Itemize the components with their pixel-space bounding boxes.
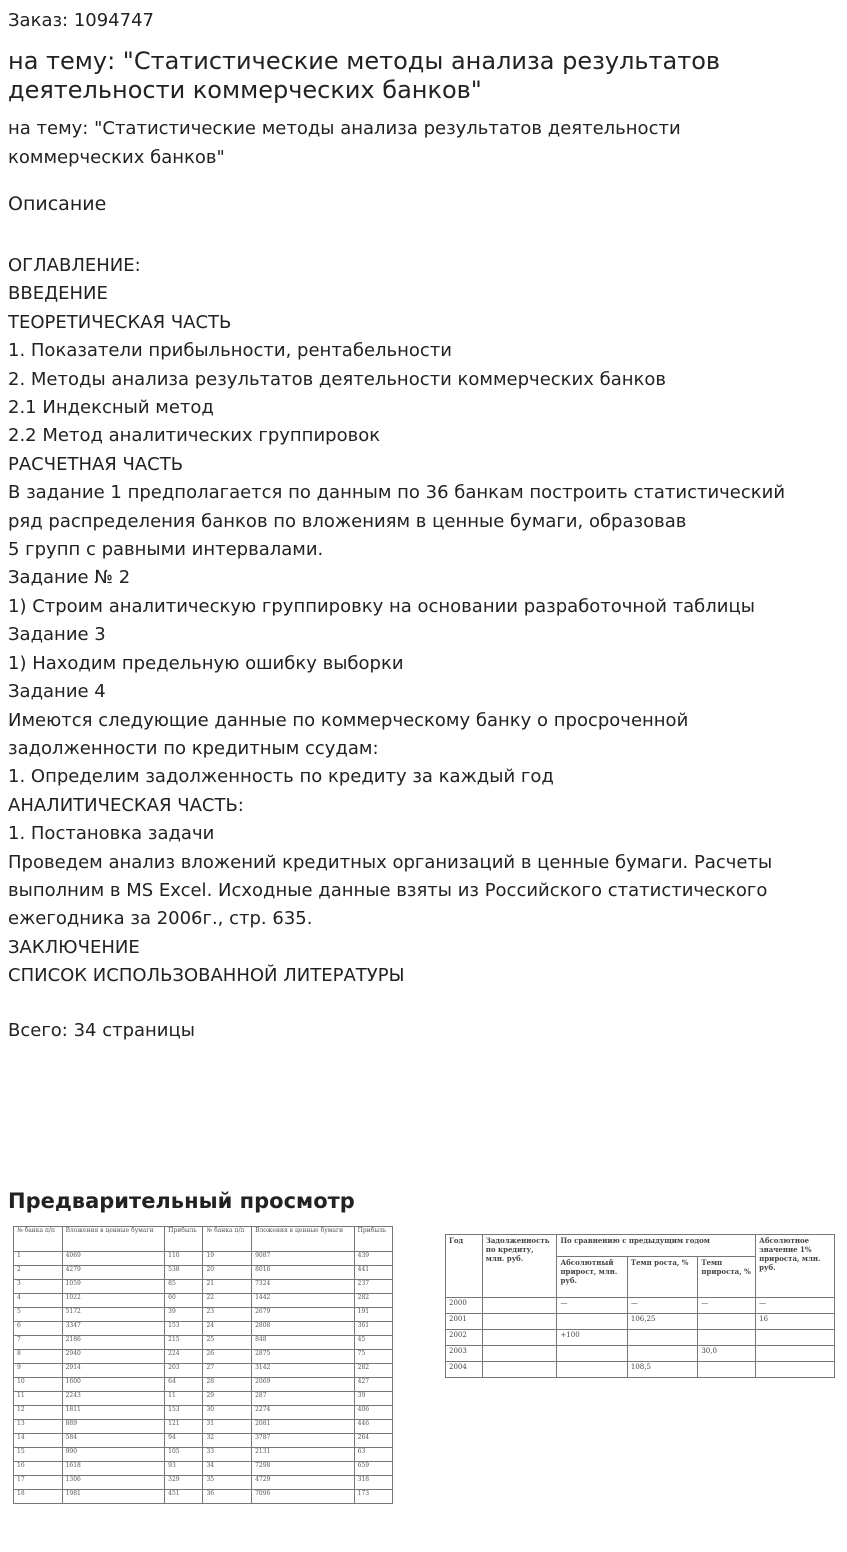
- table-cell: 22: [203, 1294, 252, 1308]
- table-cell: —: [557, 1298, 627, 1314]
- table-cell: 441: [354, 1266, 392, 1280]
- table-cell: 110: [165, 1252, 203, 1266]
- table-cell: 11: [14, 1392, 63, 1406]
- table-cell: 105: [165, 1448, 203, 1462]
- table-cell: 237: [354, 1280, 392, 1294]
- content-line: выполним в MS Excel. Исходные данные взяты из Российского статистического: [8, 879, 768, 901]
- table-cell: [482, 1330, 557, 1346]
- content-line: Задание № 2: [8, 567, 131, 589]
- table-cell: 1600: [62, 1378, 165, 1392]
- content-line: Имеются следующие данные по коммерческому банку о просроченной: [8, 709, 689, 731]
- table-cell: —: [756, 1298, 835, 1314]
- table-cell: 889: [62, 1420, 165, 1434]
- table-cell: 848: [252, 1336, 355, 1350]
- table-cell: 27: [203, 1364, 252, 1378]
- content-line: СПИСОК ИСПОЛЬЗОВАННОЙ ЛИТЕРАТУРЫ: [8, 965, 405, 987]
- table-cell: 33: [203, 1448, 252, 1462]
- table-cell: 35: [203, 1476, 252, 1490]
- table-cell: 63: [354, 1448, 392, 1462]
- table-row: [14, 1490, 393, 1504]
- table-cell: 25: [203, 1336, 252, 1350]
- header-cell: Прибыль: [354, 1227, 392, 1252]
- table-cell: 329: [165, 1476, 203, 1490]
- table-cell: 10: [14, 1378, 63, 1392]
- preview-table-debt: [445, 1234, 835, 1378]
- table-cell: 1: [14, 1252, 63, 1266]
- table-cell: 5: [14, 1308, 63, 1322]
- content-line: 2.2 Метод аналитических группировок: [8, 425, 381, 447]
- table-cell: 85: [165, 1280, 203, 1294]
- table-row: [14, 1364, 393, 1378]
- table-cell: [698, 1362, 756, 1378]
- table-cell: 2001: [446, 1314, 483, 1330]
- table-cell: 3: [14, 1280, 63, 1294]
- table-cell: 11: [165, 1392, 203, 1406]
- table-cell: [627, 1330, 697, 1346]
- table-cell: 60: [165, 1294, 203, 1308]
- table-cell: [557, 1314, 627, 1330]
- table-cell: 14: [14, 1434, 63, 1448]
- preview-heading: Предварительный просмотр: [8, 1189, 355, 1213]
- table-cell: [482, 1346, 557, 1362]
- table-cell: 446: [354, 1420, 392, 1434]
- content-line: 1) Находим предельную ошибку выборки: [8, 652, 404, 674]
- table-cell: 2940: [62, 1350, 165, 1364]
- table-cell: 4: [14, 1294, 63, 1308]
- preview-image-2[interactable]: [445, 1234, 835, 1394]
- table-cell: 1059: [62, 1280, 165, 1294]
- table-cell: 106,25: [627, 1314, 697, 1330]
- table-cell: [756, 1330, 835, 1346]
- preview-image-1[interactable]: [13, 1226, 393, 1532]
- table-cell: 5172: [62, 1308, 165, 1322]
- table-cell: 17: [14, 1476, 63, 1490]
- table-cell: 7324: [252, 1280, 355, 1294]
- table-cell: 16: [756, 1314, 835, 1330]
- col-abs-value: Абсолютное значение 1% прироста, млн. руб.: [756, 1235, 835, 1298]
- preview-table-banks: [13, 1226, 393, 1504]
- table-row: [14, 1294, 393, 1308]
- table-cell: 2679: [252, 1308, 355, 1322]
- table-cell: [557, 1346, 627, 1362]
- table-cell: —: [698, 1298, 756, 1314]
- table-cell: 2875: [252, 1350, 355, 1364]
- table-cell: 18: [14, 1490, 63, 1504]
- table-cell: [698, 1330, 756, 1346]
- table-row: [14, 1252, 393, 1266]
- table-cell: 4729: [252, 1476, 355, 1490]
- table-cell: 191: [354, 1308, 392, 1322]
- table-cell: 15: [14, 1448, 63, 1462]
- table-cell: 1981: [62, 1490, 165, 1504]
- page-title: на тему: "Статистические методы анализа результатов деятельности коммерческих банков": [8, 47, 721, 104]
- table-cell: 24: [203, 1322, 252, 1336]
- table-cell: 64: [165, 1378, 203, 1392]
- col-year: Год: [446, 1235, 483, 1298]
- table-cell: 584: [62, 1434, 165, 1448]
- table-row: [14, 1378, 393, 1392]
- content-line: ВВЕДЕНИЕ: [8, 283, 108, 305]
- table-cell: 8016: [252, 1266, 355, 1280]
- table-cell: 282: [354, 1294, 392, 1308]
- table-cell: 9: [14, 1364, 63, 1378]
- table-cell: 2: [14, 1266, 63, 1280]
- table-cell: 2004: [446, 1362, 483, 1378]
- content-line: ЗАКЛЮЧЕНИЕ: [8, 936, 140, 958]
- table-cell: 264: [354, 1434, 392, 1448]
- table-cell: 287: [252, 1392, 355, 1406]
- table-cell: 3347: [62, 1322, 165, 1336]
- subtitle-line: на тему: "Статистические методы анализа результатов деятельности: [8, 118, 681, 139]
- table-cell: [482, 1362, 557, 1378]
- table-cell: 2000: [446, 1298, 483, 1314]
- table-cell: 3142: [252, 1364, 355, 1378]
- table-cell: 23: [203, 1308, 252, 1322]
- table-cell: 19: [203, 1252, 252, 1266]
- table-cell: [698, 1314, 756, 1330]
- content-line: 1. Показатели прибыльности, рентабельности: [8, 340, 452, 362]
- table-row: [14, 1476, 393, 1490]
- content-line: Задание 3: [8, 624, 106, 646]
- content-line: 2. Методы анализа результатов деятельности коммерческих банков: [8, 368, 667, 390]
- table-cell: 30: [203, 1406, 252, 1420]
- table-cell: [756, 1362, 835, 1378]
- table-cell: 6: [14, 1322, 63, 1336]
- table-cell: 12: [14, 1406, 63, 1420]
- table-cell: 2131: [252, 1448, 355, 1462]
- table-cell: 4279: [62, 1266, 165, 1280]
- content-line: АНАЛИТИЧЕСКАЯ ЧАСТЬ:: [8, 794, 244, 816]
- content-line: 1) Строим аналитическую группировку на основании разработочной таблицы: [8, 595, 755, 617]
- table-cell: —: [627, 1298, 697, 1314]
- table-cell: 2808: [252, 1322, 355, 1336]
- table-cell: 26: [203, 1350, 252, 1364]
- content-line: В задание 1 предполагается по данным по 36 банкам построить статистический: [8, 482, 786, 504]
- table-row: [446, 1330, 835, 1346]
- table-row: [14, 1280, 393, 1294]
- table-cell: 361: [354, 1322, 392, 1336]
- table-cell: [557, 1362, 627, 1378]
- content-line: 2.1 Индексный метод: [8, 397, 214, 419]
- table-cell: [627, 1346, 697, 1362]
- table-cell: 1306: [62, 1476, 165, 1490]
- table-cell: 7096: [252, 1490, 355, 1504]
- content-line: ОГЛАВЛЕНИЕ:: [8, 255, 141, 276]
- table-cell: 451: [165, 1490, 203, 1504]
- table-row: [14, 1420, 393, 1434]
- content-line: РАСЧЕТНАЯ ЧАСТЬ: [8, 453, 184, 475]
- table-cell: 20: [203, 1266, 252, 1280]
- table-row: [446, 1298, 835, 1314]
- table-row: [14, 1392, 393, 1406]
- table-row: [14, 1448, 393, 1462]
- table-cell: 427: [354, 1378, 392, 1392]
- table-cell: 21: [203, 1280, 252, 1294]
- description-heading: Описание: [8, 193, 107, 215]
- table-cell: 29: [203, 1392, 252, 1406]
- table-cell: 318: [354, 1476, 392, 1490]
- page-content: [8, 0, 838, 1213]
- content-line: 1. Определим задолженность по кредиту за каждый год: [8, 766, 554, 788]
- table-row: [14, 1406, 393, 1420]
- table-cell: 173: [354, 1490, 392, 1504]
- table-row: [14, 1266, 393, 1280]
- table-cell: 2081: [252, 1420, 355, 1434]
- table-cell: 39: [165, 1308, 203, 1322]
- col-compare: По сравнению с предыдущим годом: [557, 1235, 756, 1257]
- col-increase: Темп прироста, %: [698, 1256, 756, 1297]
- subtitle-line: коммерческих банков": [8, 147, 225, 168]
- table-cell: [756, 1346, 835, 1362]
- table-row: [14, 1350, 393, 1364]
- table-cell: 1022: [62, 1294, 165, 1308]
- table-cell: 538: [165, 1266, 203, 1280]
- table-cell: 108,5: [627, 1362, 697, 1378]
- header-cell: Прибыль: [165, 1227, 203, 1252]
- header-cell: № банка п/п: [203, 1227, 252, 1252]
- header-cell: Вложения в ценные бумаги: [62, 1227, 165, 1252]
- table-cell: 36: [203, 1490, 252, 1504]
- header-cell: № банка п/п: [14, 1227, 63, 1252]
- table-cell: 1442: [252, 1294, 355, 1308]
- subtitle: [8, 114, 838, 172]
- table-cell: 7298: [252, 1462, 355, 1476]
- table-cell: 121: [165, 1420, 203, 1434]
- col-growth: Темп роста, %: [627, 1256, 697, 1297]
- table-cell: 153: [165, 1322, 203, 1336]
- table-cell: 39: [354, 1392, 392, 1406]
- table-row: [446, 1314, 835, 1330]
- table-row: [14, 1434, 393, 1448]
- table-cell: 203: [165, 1364, 203, 1378]
- header-cell: Вложения в ценные бумаги: [252, 1227, 355, 1252]
- table-cell: 9087: [252, 1252, 355, 1266]
- table-cell: 94: [165, 1434, 203, 1448]
- order-number: Заказ: 1094747: [8, 10, 154, 31]
- table-cell: 3787: [252, 1434, 355, 1448]
- content-line: ряд распределения банков по вложениям в ценные бумаги, образовав: [8, 510, 687, 532]
- content-line: 1. Постановка задачи: [8, 823, 215, 845]
- table-cell: 659: [354, 1462, 392, 1476]
- table-cell: 2069: [252, 1378, 355, 1392]
- table-cell: 2243: [62, 1392, 165, 1406]
- table-cell: 4069: [62, 1252, 165, 1266]
- table-cell: 75: [354, 1350, 392, 1364]
- table-cell: 8: [14, 1350, 63, 1364]
- table-cell: [482, 1314, 557, 1330]
- table-cell: 153: [165, 1406, 203, 1420]
- table-cell: [482, 1298, 557, 1314]
- table-row: [14, 1308, 393, 1322]
- table-row: [446, 1362, 835, 1378]
- table-cell: 2914: [62, 1364, 165, 1378]
- content-line: Задание 4: [8, 681, 106, 703]
- table-cell: 7: [14, 1336, 63, 1350]
- table-cell: 13: [14, 1420, 63, 1434]
- content-line: задолженности по кредитным ссудам:: [8, 737, 379, 759]
- table-row: [14, 1462, 393, 1476]
- page-count: Всего: 34 страницы: [8, 1020, 195, 1041]
- table-cell: 93: [165, 1462, 203, 1476]
- table-cell: 215: [165, 1336, 203, 1350]
- col-debt: Задолженность по кредиту, млн. руб.: [482, 1235, 557, 1298]
- table-cell: +100: [557, 1330, 627, 1346]
- content-line: Проведем анализ вложений кредитных организаций в ценные бумаги. Расчеты: [8, 851, 773, 873]
- table-cell: 282: [354, 1364, 392, 1378]
- table-cell: 2003: [446, 1346, 483, 1362]
- table-row: [14, 1322, 393, 1336]
- table-cell: 224: [165, 1350, 203, 1364]
- table-cell: 16: [14, 1462, 63, 1476]
- col-abs: Абсолютный прирост, млн. руб.: [557, 1256, 627, 1297]
- table-cell: 45: [354, 1336, 392, 1350]
- content-line: ежегодника за 2006г., стр. 635.: [8, 908, 313, 930]
- table-cell: 990: [62, 1448, 165, 1462]
- table-cell: 34: [203, 1462, 252, 1476]
- table-cell: 1618: [62, 1462, 165, 1476]
- table-cell: 32: [203, 1434, 252, 1448]
- description-body: [8, 252, 838, 991]
- table-cell: 406: [354, 1406, 392, 1420]
- content-line: 5 групп с равными интервалами.: [8, 539, 324, 561]
- content-line: ТЕОРЕТИЧЕСКАЯ ЧАСТЬ: [8, 311, 232, 333]
- table-row: [14, 1336, 393, 1350]
- table-cell: 439: [354, 1252, 392, 1266]
- table-cell: 2274: [252, 1406, 355, 1420]
- table-cell: 2186: [62, 1336, 165, 1350]
- table-cell: 28: [203, 1378, 252, 1392]
- table-cell: 1811: [62, 1406, 165, 1420]
- table-header-row: [14, 1227, 393, 1252]
- table-row: [446, 1346, 835, 1362]
- table-cell: 2002: [446, 1330, 483, 1346]
- table-cell: 31: [203, 1420, 252, 1434]
- table-cell: 30,0: [698, 1346, 756, 1362]
